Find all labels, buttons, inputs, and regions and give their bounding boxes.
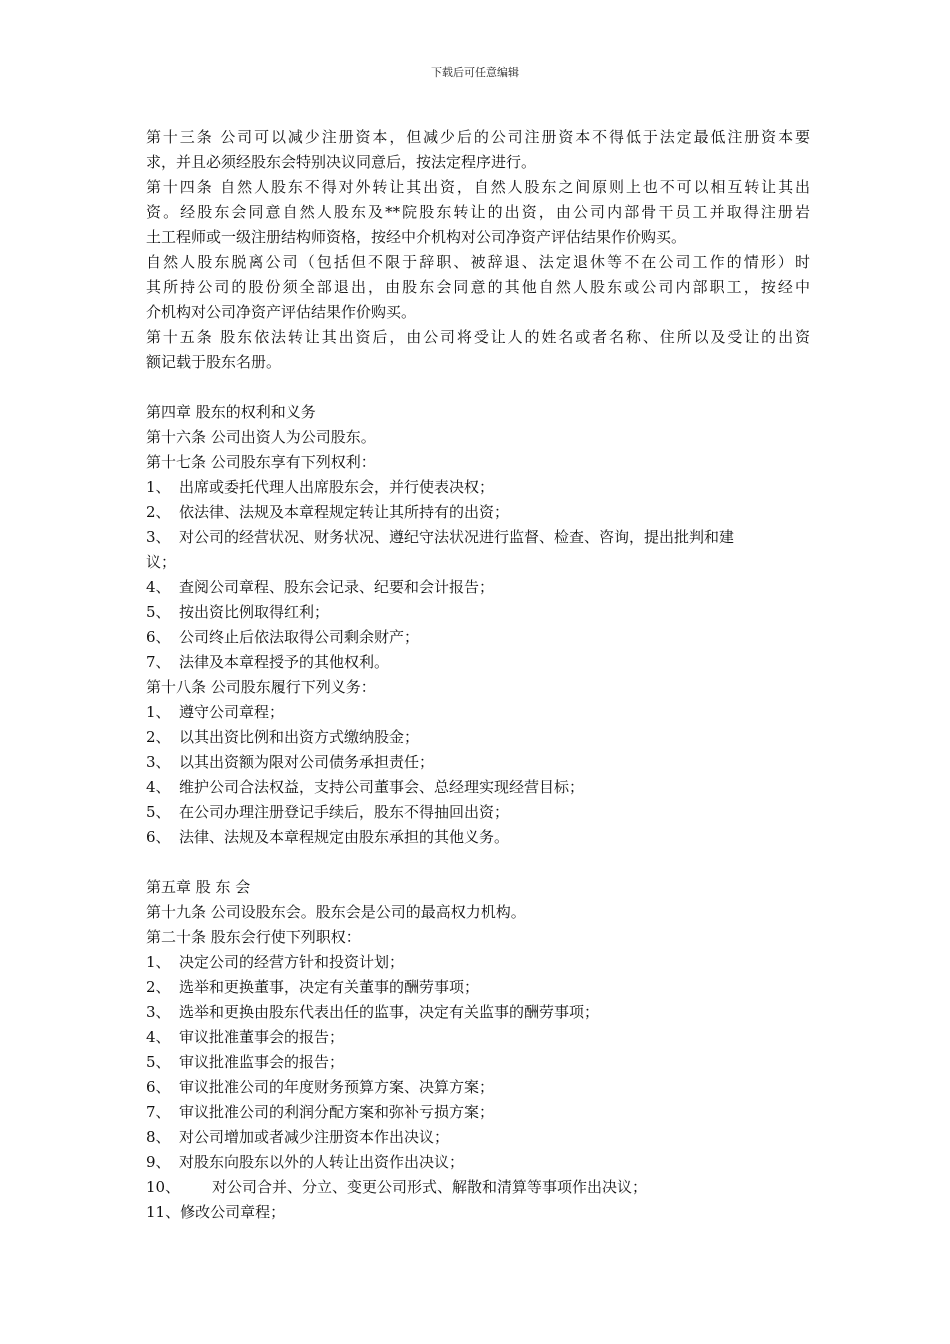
list-text: 审议批准董事会的报告； bbox=[179, 1028, 345, 1046]
list-number: 3、 bbox=[146, 1003, 171, 1021]
article-13-line-2: 求，并且必须经股东会特别决议同意后，按法定程序进行。 bbox=[146, 153, 537, 171]
list-item bbox=[146, 525, 810, 550]
article-14-line-3: 土工程师或一级注册结构师资格，按经中介机构对公司净资产评估结果作价购买。 bbox=[146, 228, 687, 246]
blank-line bbox=[146, 850, 810, 875]
list-text: 对公司的经营状况、财务状况、遵纪守法状况进行监督、检查、咨询，提出批判和建 bbox=[179, 528, 735, 546]
list-text: 审议批准监事会的报告； bbox=[179, 1053, 345, 1071]
list-text: 选举和更换董事，决定有关董事的酬劳事项； bbox=[179, 978, 480, 996]
list-item bbox=[146, 1175, 810, 1200]
list-number: 3、 bbox=[146, 528, 171, 546]
list-text: 查阅公司章程、股东会记录、纪要和会计报告； bbox=[179, 578, 495, 596]
list-text: 对股东向股东以外的人转让出资作出决议； bbox=[179, 1153, 465, 1171]
list-text: 按出资比例取得红利； bbox=[179, 603, 330, 621]
list-number: 7、 bbox=[146, 653, 171, 671]
list-number: 4、 bbox=[146, 1028, 171, 1046]
list-text: 修改公司章程； bbox=[180, 1203, 286, 1221]
list-text: 决定公司的经营方针和投资计划； bbox=[179, 953, 405, 971]
list-number: 1、 bbox=[146, 953, 171, 971]
list-text: 议； bbox=[146, 553, 177, 571]
list-item bbox=[146, 575, 810, 600]
list-text: 在公司办理注册登记手续后，股东不得抽回出资； bbox=[179, 803, 510, 821]
list-number: 3、 bbox=[146, 753, 171, 771]
list-number: 1、 bbox=[146, 478, 171, 496]
list-item bbox=[146, 1050, 810, 1075]
list-number: 6、 bbox=[146, 828, 171, 846]
list-text: 以其出资额为限对公司债务承担责任； bbox=[179, 753, 435, 771]
list-number: 5、 bbox=[146, 1053, 171, 1071]
list-item bbox=[146, 725, 810, 750]
list-number: 7、 bbox=[146, 1103, 171, 1121]
page-header: 下载后可任意编辑 bbox=[431, 66, 519, 79]
article-18: 第十八条 公司股东履行下列义务： bbox=[146, 678, 376, 696]
list-text: 对公司合并、分立、变更公司形式、解散和清算等事项作出决议； bbox=[212, 1178, 648, 1196]
list-item bbox=[146, 950, 810, 975]
list-number: 6、 bbox=[146, 628, 171, 646]
list-text: 对公司增加或者减少注册资本作出决议； bbox=[179, 1128, 450, 1146]
list-item bbox=[146, 1000, 810, 1025]
list-number: 4、 bbox=[146, 578, 171, 596]
list-item bbox=[146, 700, 810, 725]
list-item bbox=[146, 600, 810, 625]
list-item bbox=[146, 775, 810, 800]
list-item bbox=[146, 975, 810, 1000]
list-item bbox=[146, 750, 810, 775]
chapter-4-title: 第四章 股东的权利和义务 bbox=[146, 403, 316, 421]
article-15-line-2: 额记载于股东名册。 bbox=[146, 353, 282, 371]
list-text: 公司终止后依法取得公司剩余财产； bbox=[179, 628, 420, 646]
list-text: 维护公司合法权益，支持公司董事会、总经理实现经营目标； bbox=[179, 778, 585, 796]
list-number: 5、 bbox=[146, 603, 171, 621]
article-14-line-2: 资。经股东会同意自然人股东及**院股东转让的出资，由公司内部骨干员工并取得注册岩 bbox=[146, 203, 810, 221]
list-number: 8、 bbox=[146, 1128, 171, 1146]
list-item bbox=[146, 1075, 810, 1100]
list-item bbox=[146, 1200, 810, 1225]
article-19: 第十九条 公司设股东会。股东会是公司的最高权力机构。 bbox=[146, 903, 526, 921]
list-number: 9、 bbox=[146, 1153, 171, 1171]
article-15-line-1: 第十五条 股东依法转让其出资后，由公司将受让人的姓名或者名称、住所以及受让的出资 bbox=[146, 328, 810, 346]
list-item bbox=[146, 475, 810, 500]
list-text: 遵守公司章程； bbox=[179, 703, 285, 721]
article-16: 第十六条 公司出资人为公司股东。 bbox=[146, 428, 376, 446]
list-item bbox=[146, 1150, 810, 1175]
article-14-line-1: 第十四条 自然人股东不得对外转让其出资，自然人股东之间原则上也不可以相互转让其出 bbox=[146, 178, 810, 196]
list-item bbox=[146, 650, 810, 675]
list-text: 法律及本章程授予的其他权利。 bbox=[179, 653, 390, 671]
list-text: 出席或委托代理人出席股东会，并行使表决权； bbox=[179, 478, 495, 496]
article-14-line-4: 自然人股东脱离公司（包括但不限于辞职、被辞退、法定退休等不在公司工作的情形）时 bbox=[146, 253, 810, 271]
article-14-line-6: 介机构对公司净资产评估结果作价购买。 bbox=[146, 303, 417, 321]
list-text: 法律、法规及本章程规定由股东承担的其他义务。 bbox=[179, 828, 510, 846]
list-number: 5、 bbox=[146, 803, 171, 821]
chapter-5-title: 第五章 股 东 会 bbox=[146, 878, 251, 896]
list-item bbox=[146, 1125, 810, 1150]
list-text: 依法律、法规及本章程规定转让其所持有的出资； bbox=[179, 503, 510, 521]
list-text: 以其出资比例和出资方式缴纳股金； bbox=[179, 728, 420, 746]
article-20: 第二十条 股东会行使下列职权： bbox=[146, 928, 361, 946]
blank-line bbox=[146, 375, 810, 400]
list-item bbox=[146, 800, 810, 825]
article-17: 第十七条 公司股东享有下列权利： bbox=[146, 453, 376, 471]
list-number: 2、 bbox=[146, 978, 171, 996]
list-number: 10、 bbox=[146, 1178, 181, 1196]
list-text: 审议批准公司的年度财务预算方案、决算方案； bbox=[179, 1078, 495, 1096]
list-item bbox=[146, 1025, 810, 1050]
article-13-line-1: 第十三条 公司可以减少注册资本，但减少后的公司注册资本不得低于法定最低注册资本要 bbox=[146, 128, 810, 146]
list-number: 11、 bbox=[146, 1203, 181, 1221]
list-number: 1、 bbox=[146, 703, 171, 721]
list-text: 审议批准公司的利润分配方案和弥补亏损方案； bbox=[179, 1103, 495, 1121]
list-item bbox=[146, 500, 810, 525]
list-item bbox=[146, 825, 810, 850]
article-14-line-5: 其所持公司的股份须全部退出，由股东会同意的其他自然人股东或公司内部职工，按经中 bbox=[146, 278, 810, 296]
list-item-continuation bbox=[146, 550, 810, 575]
list-number: 2、 bbox=[146, 728, 171, 746]
list-item bbox=[146, 625, 810, 650]
list-text: 选举和更换由股东代表出任的监事，决定有关监事的酬劳事项； bbox=[179, 1003, 600, 1021]
document-body bbox=[146, 125, 810, 1225]
list-number: 6、 bbox=[146, 1078, 171, 1096]
list-number: 2、 bbox=[146, 503, 171, 521]
list-number: 4、 bbox=[146, 778, 171, 796]
list-item bbox=[146, 1100, 810, 1125]
